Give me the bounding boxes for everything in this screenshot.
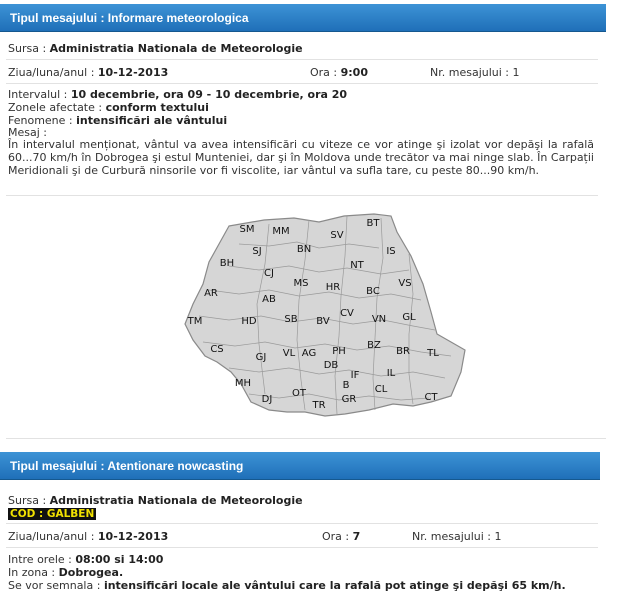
zone-label: In zona : xyxy=(8,566,59,579)
county-label-bc: BC xyxy=(366,286,380,297)
date-value: 10-12-2013 xyxy=(97,530,169,543)
signal-value: intensificări locale ale vântului care la rafală pot atinge şi depăşi 65 km/h. xyxy=(103,579,566,592)
source-value: Administratia Nationala de Meteorologie xyxy=(49,494,303,507)
county-label-sb: SB xyxy=(284,314,298,325)
source-row xyxy=(8,494,303,507)
county-label-tl: TL xyxy=(427,348,439,359)
county-label-ot: OT xyxy=(292,388,306,399)
interval-row xyxy=(8,88,347,101)
county-label-ar: AR xyxy=(204,288,218,299)
message-number-field xyxy=(430,66,520,79)
county-label-cv: CV xyxy=(340,308,354,319)
divider xyxy=(6,547,598,548)
county-label-ct: CT xyxy=(424,392,438,403)
zones-label: Zonele afectate : xyxy=(8,101,106,114)
county-label-tr: TR xyxy=(312,400,326,411)
message-header-2: Tipul mesajului : Atentionare nowcasting xyxy=(0,452,600,480)
date-value: 10-12-2013 xyxy=(97,66,169,79)
county-label-hr: HR xyxy=(325,282,341,293)
source-label: Sursa : xyxy=(8,494,50,507)
county-label-sj: SJ xyxy=(252,246,262,257)
county-label-bn: BN xyxy=(296,244,312,255)
message-text: În intervalul menționat, vântul va avea intensificări cu viteze ce vor atinge şi izolat vor depăşi la rafală 60...70 km/h în Dobrogea şi estul Munteniei, dar şi în Moldova unde trecător va mai ninge slab. În Carpații Meridionali şi de Curbură ninsorile vor fi viscolite, iar vântul va sufla tare, cu peste 80...90 km/h. xyxy=(8,138,594,177)
message-number-value: 1 xyxy=(512,66,520,79)
county-label-dj: DJ xyxy=(261,394,273,405)
county-label-hd: HD xyxy=(241,316,257,327)
interval-value: 10 decembrie, ora 09 - 10 decembrie, ora 20 xyxy=(70,88,348,101)
hour-field xyxy=(322,530,360,543)
source-value: Administratia Nationala de Meteorologie xyxy=(49,42,303,55)
date-label: Ziua/luna/anul : xyxy=(8,530,98,543)
county-label-cj: CJ xyxy=(264,268,274,279)
map-svg xyxy=(169,204,480,426)
alert-code-badge: COD : GALBEN xyxy=(10,508,95,520)
county-label-db: DB xyxy=(323,360,339,371)
hour-field xyxy=(310,66,368,79)
message-header-1: Tipul mesajului : Informare meteorologica xyxy=(0,4,606,32)
divider xyxy=(6,438,606,439)
county-label-br: BR xyxy=(396,346,410,357)
zones-value: conform textului xyxy=(105,101,209,114)
zone-row xyxy=(8,566,123,579)
county-label-mm: MM xyxy=(272,226,290,237)
source-row xyxy=(8,42,303,55)
county-label-cl: CL xyxy=(374,384,388,395)
divider xyxy=(6,523,598,524)
phenomena-value: intensificări ale vântului xyxy=(76,114,228,127)
message-label: Mesaj : xyxy=(8,126,47,139)
county-label-bt: BT xyxy=(366,218,380,229)
between-hours-row xyxy=(8,553,163,566)
signal-label: Se vor semnala : xyxy=(8,579,104,592)
county-label-vn: VN xyxy=(371,314,387,325)
message-number-value: 1 xyxy=(494,530,502,543)
romania-counties-map xyxy=(169,204,480,426)
divider xyxy=(6,59,598,60)
between-hours-label: Intre orele : xyxy=(8,553,76,566)
hour-label: Ora : xyxy=(310,66,341,79)
message-number-label: Nr. mesajului : xyxy=(412,530,495,543)
county-label-bz: BZ xyxy=(367,340,381,351)
county-label-nt: NT xyxy=(350,260,364,271)
hour-value: 7 xyxy=(352,530,361,543)
county-label-b: B xyxy=(342,380,350,391)
county-label-il: IL xyxy=(386,368,396,379)
interval-label: Intervalul : xyxy=(8,88,71,101)
hour-value: 9:00 xyxy=(340,66,368,79)
message-number-field xyxy=(412,530,502,543)
county-label-bh: BH xyxy=(219,258,235,269)
county-label-tm: TM xyxy=(187,316,203,327)
date-label: Ziua/luna/anul : xyxy=(8,66,98,79)
county-label-gl: GL xyxy=(402,312,416,323)
county-label-ag: AG xyxy=(301,348,317,359)
county-label-is: IS xyxy=(386,246,396,257)
date-row xyxy=(8,66,168,79)
hour-label: Ora : xyxy=(322,530,353,543)
zone-value: Dobrogea. xyxy=(58,566,124,579)
county-label-vl: VL xyxy=(282,348,296,359)
county-label-ms: MS xyxy=(293,278,309,289)
county-label-bv: BV xyxy=(316,316,330,327)
county-label-sm: SM xyxy=(239,224,255,235)
divider xyxy=(6,195,598,196)
signal-row xyxy=(8,579,588,592)
county-label-cs: CS xyxy=(210,344,224,355)
county-label-gr: GR xyxy=(341,394,357,405)
county-label-ph: PH xyxy=(332,346,346,357)
source-label: Sursa : xyxy=(8,42,50,55)
message-number-label: Nr. mesajului : xyxy=(430,66,513,79)
county-label-ab: AB xyxy=(262,294,276,305)
county-label-mh: MH xyxy=(234,378,252,389)
divider xyxy=(6,83,598,84)
county-label-if: IF xyxy=(350,370,360,381)
county-label-vs: VS xyxy=(398,278,412,289)
country-outline xyxy=(185,214,465,416)
county-label-sv: SV xyxy=(330,230,344,241)
county-label-gj: GJ xyxy=(255,352,267,363)
zones-row xyxy=(8,101,209,114)
phenomena-label: Fenomene : xyxy=(8,114,77,127)
between-hours-value: 08:00 si 14:00 xyxy=(75,553,164,566)
date-row xyxy=(8,530,168,543)
alert-code-row xyxy=(8,507,96,520)
